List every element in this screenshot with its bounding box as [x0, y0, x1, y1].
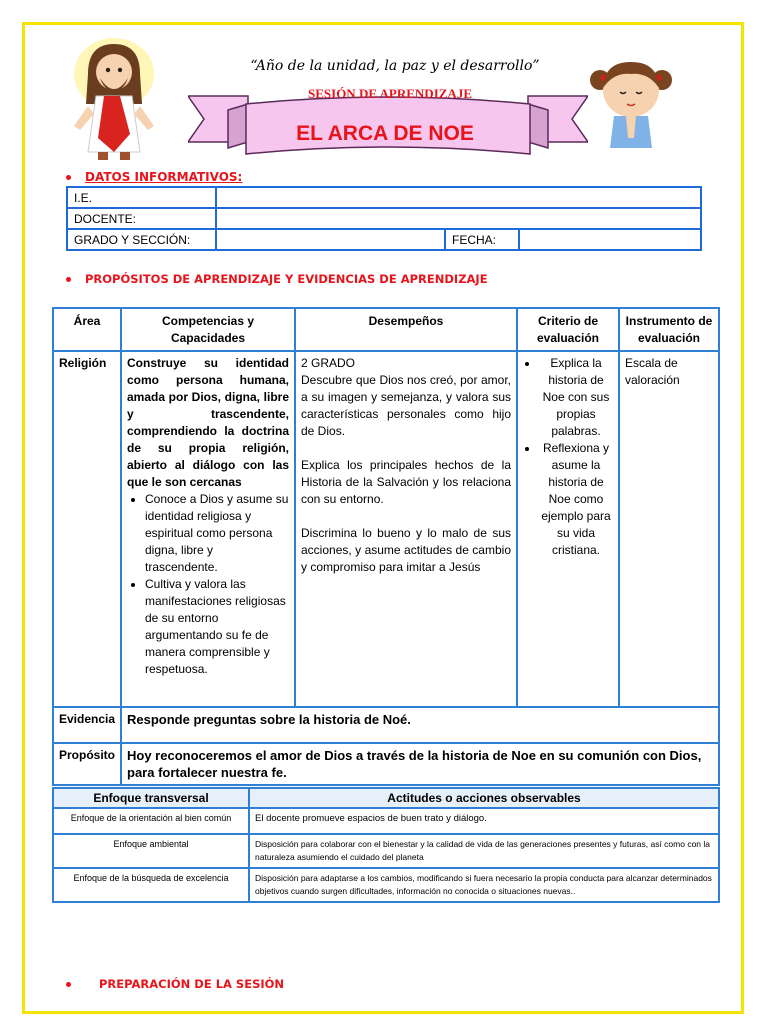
grado-field[interactable]	[216, 229, 445, 250]
jesus-illustration	[58, 34, 170, 166]
capacidades-list	[127, 491, 289, 678]
evidencia-label: Evidencia	[53, 707, 121, 743]
fecha-field[interactable]	[519, 229, 701, 250]
header-actitudes: Actitudes o acciones observables	[249, 788, 719, 808]
enfoque-cell: Enfoque de la búsqueda de excelencia	[53, 868, 249, 902]
grado-text: 2 GRADO	[301, 356, 356, 370]
fecha-label: FECHA:	[445, 229, 519, 250]
header-desempenos: Desempeños	[295, 308, 517, 351]
ie-field[interactable]	[216, 187, 701, 208]
list-item: • Explica la historia de Noe con sus propias palabras.	[539, 355, 613, 440]
list-item: • Cultiva y valora las manifestaciones religiosas de su entorno argumentando su fe de manera comprensible y respetuosa.	[145, 576, 289, 678]
competencias-cell	[121, 351, 295, 707]
datos-table	[66, 186, 702, 251]
propositos-table	[52, 307, 720, 786]
bullet-icon	[66, 175, 71, 180]
header-area: Área	[53, 308, 121, 351]
actitud-cell: Disposición para adaptarse a los cambios, modificando si fuera necesario la propia conducta para alcanzar determinados objetivos cuando surgen dificultades, información no conocida o situaciones nuevas..	[249, 868, 719, 902]
proposito-text: Hoy reconoceremos el amor de Dios a través de la historia de Noe en su comunión con Dios, para fortalecer nuestra fe.	[121, 743, 719, 785]
header-instrumento: Instrumento de evaluación	[619, 308, 719, 351]
year-motto: “Año de la unidad, la paz y el desarrollo”	[250, 58, 540, 74]
actitud-cell: El docente promueve espacios de buen trato y diálogo.	[249, 808, 719, 834]
proposito-label: Propósito	[53, 743, 121, 785]
criterios-list	[523, 355, 613, 559]
header-competencias: Competencias y Capacidades	[121, 308, 295, 351]
competencia-text: Construye su identidad como persona humana, amada por Dios, digna, libre y trascendente, comprendiendo la doctrina de su propia religión, abierto al diálogo con las que le son cercanas	[127, 356, 289, 489]
enfoques-table	[52, 787, 720, 903]
list-item: • Reflexiona y asume la historia de Noe como ejemplo para su vida cristiana.	[539, 440, 613, 559]
enfoque-cell: Enfoque de la orientación al bien común	[53, 808, 249, 834]
praying-girl-illustration	[586, 50, 676, 150]
enfoque-cell: Enfoque ambiental	[53, 834, 249, 868]
grado-label: GRADO Y SECCIÓN:	[67, 229, 216, 250]
bullet-icon	[66, 277, 71, 282]
desempeno-item: Discrimina lo bueno y lo malo de sus acciones, y asume actitudes de cambio y compromiso para imitar a Jesús	[301, 526, 511, 574]
desempeno-item: Descubre que Dios nos creó, por amor, a su imagen y semejanza, y valora sus características personales como hijo de Dios.	[301, 373, 511, 438]
session-title: EL ARCA DE NOE	[296, 122, 474, 145]
desempenos-cell	[295, 351, 517, 707]
header-enfoque: Enfoque transversal	[53, 788, 249, 808]
desempeno-item: Explica los principales hechos de la Historia de la Salvación y los relaciona con su entorno.	[301, 458, 511, 506]
docente-label: DOCENTE:	[67, 208, 216, 229]
instrumento-cell: Escala de valoración	[619, 351, 719, 707]
list-item: • Conoce a Dios y asume su identidad religiosa y espiritual como persona digna, libre y trascendente.	[145, 491, 289, 576]
criterio-cell	[517, 351, 619, 707]
docente-field[interactable]	[216, 208, 701, 229]
header-criterio: Criterio de evaluación	[517, 308, 619, 351]
actitud-cell: Disposición para colaborar con el bienestar y la calidad de vida de las generaciones presentes y futuras, así como con la naturaleza asumiendo el cuidado del planeta	[249, 834, 719, 868]
area-cell: Religión	[53, 351, 121, 707]
propositos-heading: PROPÓSITOS DE APRENDIZAJE Y EVIDENCIAS DE APRENDIZAJE	[66, 272, 488, 286]
ie-label: I.E.	[67, 187, 216, 208]
session-label: SESIÓN DE APRENDIZAJE	[308, 86, 472, 101]
preparacion-heading: PREPARACIÓN DE LA SESIÓN	[66, 977, 284, 991]
bullet-icon	[66, 982, 71, 987]
datos-heading: DATOS INFORMATIVOS:	[66, 170, 242, 184]
evidencia-text: Responde preguntas sobre la historia de Noé.	[121, 707, 719, 743]
